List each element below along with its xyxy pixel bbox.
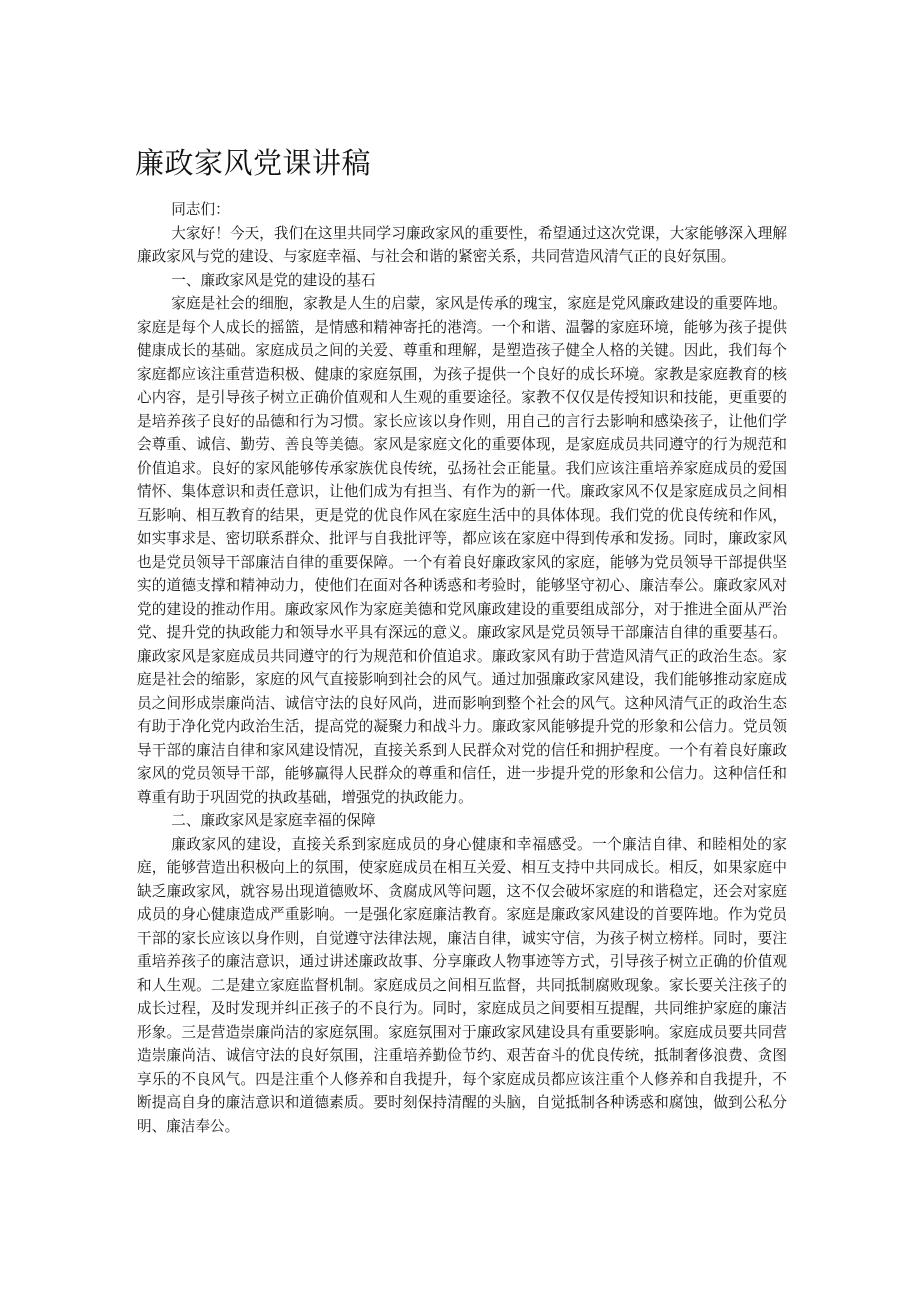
document-title: 廉政家风党课讲稿	[135, 146, 372, 180]
section-heading-2: 二、廉政家风是家庭幸福的保障	[171, 812, 376, 829]
section-2-paragraph: 廉政家风的建设，直接关系到家庭成员的身心健康和幸福感受。一个廉洁自律、和睦相处的家庭，能够营造出积极向上的氛围，使家庭成员在相互关爱、相互支持中共同成长。相反，如果家庭中缺乏廉政家风，就容易出现道德败坏、贪腐成风等问题，这不仅会破坏家庭的和谐稳定，还会对家庭成员的身心健康造成严重影响。一是强化家庭廉洁教育。家庭是廉政家风建设的首要阵地。作为党员干部的家长应该以身作则，自觉遵守法律法规，廉洁自律，诚实守信，为孩子树立榜样。同时，要注重培养孩子的廉洁意识，通过讲述廉政故事、分享廉政人物事迹等方式，引导孩子树立正确的价值观和人生观。二是建立家庭监督机制。家庭成员之间相互监督，共同抵制腐败现象。家长要关注孩子的成长过程，及时发现并纠正孩子的不良行为。同时，家庭成员之间要相互提醒，共同维护家庭的廉洁形象。三是营造崇廉尚洁的家庭氛围。家庭氛围对于廉政家风建设具有重要影响。家庭成员要共同营造崇廉尚洁、诚信守法的良好氛围，注重培养勤俭节约、艰苦奋斗的优良传统，抵制奢侈浪费、贪图享乐的不良风气。四是注重个人修养和自我提升，每个家庭成员都应该注重个人修养和自我提升，不断提高自身的廉洁意识和道德素质。要时刻保持清醒的头脑，自觉抵制各种诱惑和腐蚀，做到公私分明、廉洁奉公。	[137, 835, 787, 1135]
document-body	[137, 198, 787, 1138]
section-heading-1: 一、廉政家风是党的建设的基石	[171, 271, 376, 289]
intro-paragraph: 大家好！今天，我们在这里共同学习廉政家风的重要性，希望通过这次党课，大家能够深入理解廉政家风与党的建设、与家庭幸福、与社会和谐的紧密关系，共同营造风清气正的良好氛围。	[137, 224, 787, 265]
salutation: 同志们：	[171, 201, 230, 218]
section-1-paragraph: 家庭是社会的细胞，家教是人生的启蒙，家风是传承的瑰宝，家庭是党风廉政建设的重要阵地。家庭是每个人成长的摇篮，是情感和精神寄托的港湾。一个和谐、温馨的家庭环境，能够为孩子提供健康成长的基础。家庭成员之间的关爱、尊重和理解，是塑造孩子健全人格的关键。因此，我们每个家庭都应该注重营造积极、健康的家庭氛围，为孩子提供一个良好的成长环境。家教是家庭教育的核心内容，是引导孩子树立正确价值观和人生观的重要途径。家教不仅仅是传授知识和技能，更重要的是培养孩子良好的品德和行为习惯。家长应该以身作则，用自己的言行去影响和感染孩子，让他们学会尊重、诚信、勤劳、善良等美德。家风是家庭文化的重要体现，是家庭成员共同遵守的行为规范和价值追求。良好的家风能够传承家族优良传统，弘扬社会正能量。我们应该注重培养家庭成员的爱国情怀、集体意识和责任意识，让他们成为有担当、有作为的新一代。廉政家风不仅是家庭成员之间相互影响、相互教育的结果，更是党的优良作风在家庭生活中的具体体现。我们党的优良传统和作风，如实事求是、密切联系群众、批评与自我批评等，都应该在家庭中得到传承和发扬。同时，廉政家风也是党员领导干部廉洁自律的重要保障。一个有着良好廉政家风的家庭，能够为党员领导干部提供坚实的道德支撑和精神动力，使他们在面对各种诱惑和考验时，能够坚守初心、廉洁奉公。廉政家风对党的建设的推动作用。廉政家风作为家庭美德和党风廉政建设的重要组成部分，对于推进全面从严治党、提升党的执政能力和领导水平具有深远的意义。廉政家风是党员领导干部廉洁自律的重要基石。廉政家风是家庭成员共同遵守的行为规范和价值追求。廉政家风有助于营造风清气正的政治生态。家庭是社会的缩影，家庭的风气直接影响到社会的风气。通过加强廉政家风建设，我们能够推动家庭成员之间形成崇廉尚洁、诚信守法的良好风尚，进而影响到整个社会的风气。这种风清气正的政治生态有助于净化党内政治生活，提高党的凝聚力和战斗力。廉政家风能够提升党的形象和公信力。党员领导干部的廉洁自律和家风建设情况，直接关系到人民群众对党的信任和拥护程度。一个有着良好廉政家风的党员领导干部，能够赢得人民群众的尊重和信任，进一步提升党的形象和公信力。这种信任和尊重有助于巩固党的执政基础，增强党的执政能力。	[137, 295, 787, 806]
